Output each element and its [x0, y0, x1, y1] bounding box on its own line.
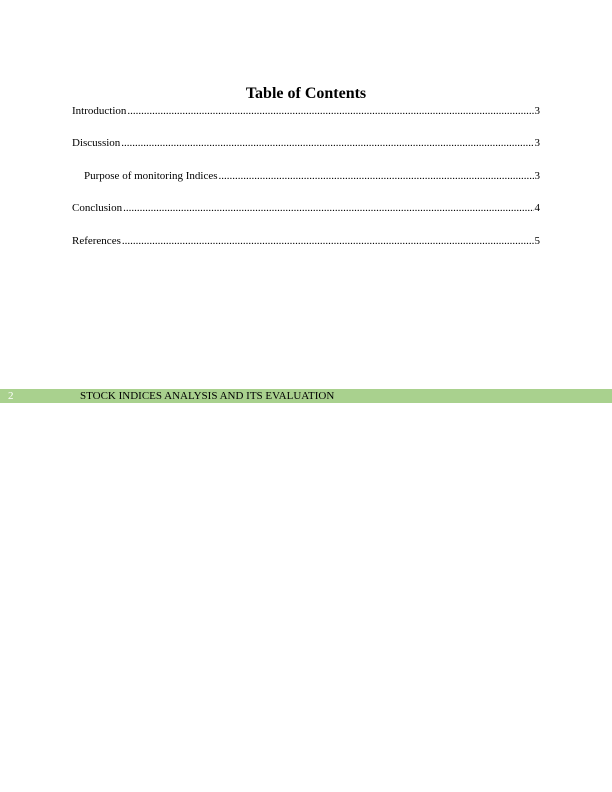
toc-dot-leader — [219, 169, 534, 183]
toc-entry-label: References — [72, 235, 121, 247]
toc-entry-label: Purpose of monitoring Indices — [84, 170, 218, 182]
toc-dot-leader — [122, 234, 534, 248]
toc-entry-references[interactable] — [72, 234, 540, 248]
page-number: 2 — [8, 390, 14, 402]
toc-entry-page: 3 — [534, 170, 540, 182]
toc-entry-page: 4 — [534, 202, 540, 214]
toc-entry-page: 5 — [534, 235, 540, 247]
page-header-band — [0, 389, 612, 403]
toc-dot-leader — [123, 201, 533, 215]
toc-entry-label: Conclusion — [72, 202, 123, 214]
toc-dot-leader — [121, 136, 533, 150]
toc-entry-page: 3 — [534, 105, 540, 117]
toc-title: Table of Contents — [245, 85, 367, 102]
toc-dot-leader — [127, 104, 533, 118]
toc-entry-purpose-of-monitoring-indices[interactable] — [84, 169, 540, 183]
toc-entry-page: 3 — [534, 137, 540, 149]
running-head: STOCK INDICES ANALYSIS AND ITS EVALUATION — [80, 390, 335, 402]
toc-entry-discussion[interactable] — [72, 136, 540, 150]
toc-entry-introduction[interactable] — [72, 104, 540, 118]
toc-entry-label: Introduction — [72, 105, 127, 117]
toc-entry-label: Discussion — [72, 137, 121, 149]
toc-entry-conclusion[interactable] — [72, 201, 540, 215]
